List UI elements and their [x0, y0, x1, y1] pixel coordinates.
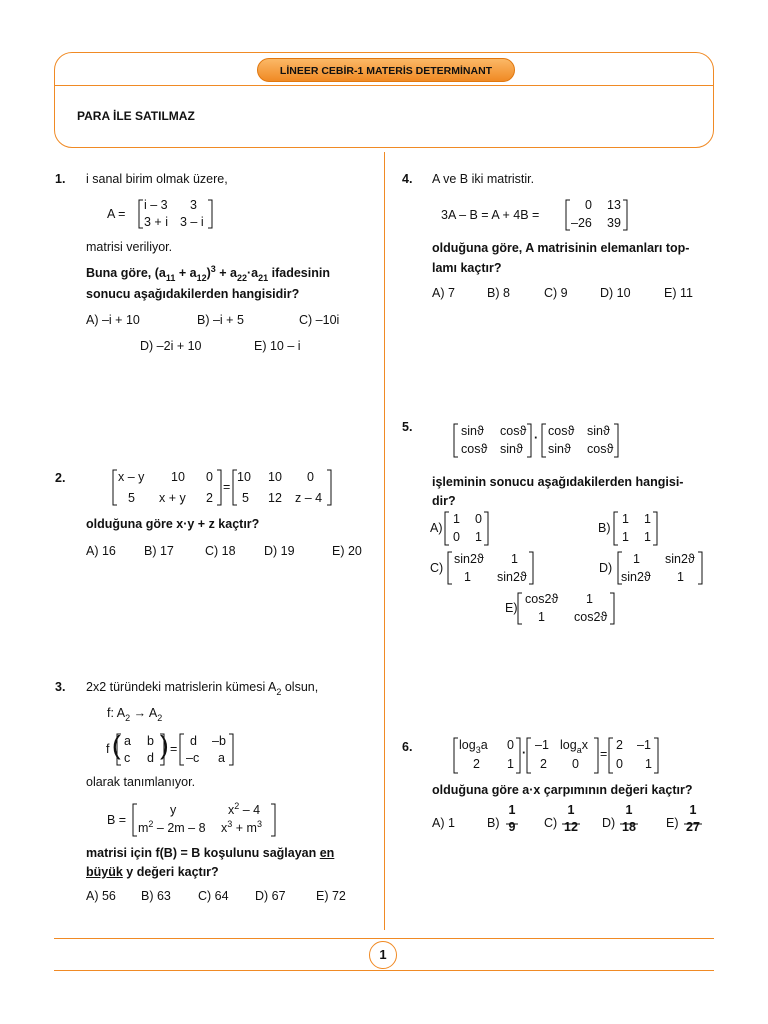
q3-option-d[interactable]: D) 67 [255, 889, 286, 903]
q4-option-e[interactable]: E) 11 [664, 286, 693, 300]
q3-option-b[interactable]: B) 63 [141, 889, 171, 903]
q6-l21: 2 [473, 757, 480, 771]
q1-option-e[interactable]: E) 10 – i [254, 339, 301, 353]
q5-option-d[interactable]: D) [599, 561, 613, 575]
q5-b-rbracket [653, 512, 657, 545]
q3-rmat-rbracket [229, 734, 233, 765]
q6-l22: 1 [507, 757, 514, 771]
q5-m1-rbracket [527, 424, 531, 457]
q5-b-m21: 1 [622, 530, 629, 544]
q3-fa: a [124, 734, 131, 748]
q6-option-e[interactable]: E) [666, 816, 679, 830]
q6-number: 6. [402, 740, 413, 754]
q6-r11: 2 [616, 738, 623, 752]
q5-option-a[interactable]: A) [430, 521, 443, 535]
q3-open-paren: ( [112, 730, 121, 760]
q6-m3-rbracket [654, 738, 658, 773]
q3-number: 3. [55, 680, 66, 694]
q6-option-c[interactable]: C) [544, 816, 558, 830]
q5-c-m12: 1 [511, 552, 518, 566]
q2-r21: 5 [242, 491, 249, 505]
q4-m21: –26 [571, 216, 592, 230]
q1-m21: 3 + i [144, 215, 168, 229]
q5-d-m22: 1 [677, 570, 684, 584]
q2-option-e[interactable]: E) 20 [332, 544, 362, 558]
q5-option-e[interactable]: E) [505, 601, 518, 615]
q6-l12: 0 [507, 738, 514, 752]
q3-stem-line1: matrisi için f(B) = B koşulunu sağlayan en [86, 846, 335, 860]
q5-number: 5. [402, 420, 413, 434]
q2-option-d[interactable]: D) 19 [264, 544, 295, 558]
q3-bmat-rbracket [271, 804, 275, 836]
q4-intro: A ve B iki matristir. [432, 172, 535, 186]
q2-option-a[interactable]: A) 16 [86, 544, 116, 558]
q4-rbracket [623, 200, 627, 230]
q1-option-c[interactable]: C) –10i [299, 313, 340, 327]
q1-option-a[interactable]: A) –i + 10 [86, 313, 140, 327]
q2-equals: = [223, 480, 231, 494]
q2-option-c[interactable]: C) 18 [205, 544, 236, 558]
q2-left-matrix-lbracket [113, 470, 117, 505]
q5-d-m21: sin2ϑ [621, 570, 651, 584]
q5-a21: cosϑ [461, 442, 488, 456]
q3-b11: y [170, 803, 177, 817]
q5-a-lbracket [445, 512, 449, 545]
q2-stem: olduğuna göre x·y + z kaçtır? [86, 517, 260, 531]
q5-e-m22: cos2ϑ [574, 610, 608, 624]
q5-a-m21: 0 [453, 530, 460, 544]
q6-r21: 0 [616, 757, 623, 771]
page-number: 1 [369, 941, 397, 969]
q3-rmat-lbracket [180, 734, 184, 765]
q2-r23: z – 4 [295, 491, 323, 505]
q4-m22: 39 [607, 216, 621, 230]
q1-m22: 3 – i [180, 215, 204, 229]
q3-rd: a [218, 751, 225, 765]
q3-defined: olarak tanımlanıyor. [86, 775, 196, 789]
q6-option-d[interactable]: D) [602, 816, 616, 830]
q4-equation: 3A – B = A + 4B = [441, 208, 540, 222]
q6-m22: 0 [572, 757, 579, 771]
q6-m1-lbracket [454, 738, 458, 773]
q6-m12: $\log_ax$ [560, 738, 588, 755]
q5-m2-rbracket [614, 424, 618, 457]
q5-b-m12: 1 [644, 512, 651, 526]
q3-option-e[interactable]: E) 72 [316, 889, 346, 903]
q5-e-m21: 1 [538, 610, 545, 624]
q6-d-fraction: 1 18 [622, 803, 636, 834]
q3-function-def: f: $A_2 \to A_2$ [107, 706, 163, 723]
q2-l21: 5 [128, 491, 135, 505]
q3-intro: 2x2 türündeki matrislerin kümesi $A_2$ olsun, [86, 680, 319, 697]
q5-d-m12: sin2ϑ [665, 552, 695, 566]
q6-b-fraction: 1 9 [508, 803, 516, 834]
q1-intro: i sanal birim olmak üzere, [86, 172, 228, 186]
q5-e-rbracket [610, 593, 614, 624]
q5-c-rbracket [529, 552, 533, 584]
q5-a-m12: 0 [475, 512, 482, 526]
q3-fb: b [147, 734, 154, 748]
q5-c-m11: sin2ϑ [454, 552, 484, 566]
q2-option-b[interactable]: B) 17 [144, 544, 174, 558]
q1-matrix-label: A = [107, 207, 126, 221]
q1-m12: 3 [190, 198, 197, 212]
q5-c-m22: sin2ϑ [497, 570, 527, 584]
q4-lbracket [566, 200, 570, 230]
q4-option-a[interactable]: A) 7 [432, 286, 455, 300]
q5-d-rbracket [698, 552, 702, 584]
q4-number: 4. [402, 172, 413, 186]
q1-number: 1. [55, 172, 66, 186]
q3-fd: d [147, 751, 154, 765]
q6-option-a[interactable]: A) 1 [432, 816, 455, 830]
q3-close-paren: ) [160, 730, 169, 760]
q5-b-lbracket [614, 512, 618, 545]
q1-stem-line1: Buna göre, $(a_{11} + a_{12})^3 + a_{22}\cdot a_{21}$ ifadesinin [86, 264, 330, 283]
q6-dot: · [522, 746, 527, 760]
q5-c-m21: 1 [464, 570, 471, 584]
q6-l11: $\log_3a$ [459, 738, 488, 755]
q2-l11: x – y [118, 470, 145, 484]
q5-a-m11: 1 [453, 512, 460, 526]
q5-b12: sinϑ [587, 424, 610, 438]
q3-bmat-lbracket [133, 804, 137, 836]
q6-option-b[interactable]: B) [487, 816, 500, 830]
q1-given: matrisi veriliyor. [86, 240, 173, 254]
q5-b-m22: 1 [644, 530, 651, 544]
page-title: LİNEER CEBİR-1 MATERİS DETERMİNANT [257, 58, 515, 82]
q5-e-m11: cos2ϑ [525, 592, 559, 606]
q6-c-fraction: 1 12 [564, 803, 578, 834]
q5-d-m11: 1 [633, 552, 640, 566]
q3-b-label: B = [107, 813, 127, 827]
q2-number: 2. [55, 471, 66, 485]
q5-m1-lbracket [454, 424, 458, 457]
q2-l13: 0 [206, 470, 213, 484]
q3-option-a[interactable]: A) 56 [86, 889, 116, 903]
q5-b22: cosϑ [587, 442, 614, 456]
q3-b21: $m^2 - 2m - 8$ [138, 819, 206, 835]
q5-stem-line2: dir? [432, 494, 456, 508]
q6-m11: –1 [535, 738, 549, 752]
q6-m3-lbracket [609, 738, 613, 773]
header-subtitle: PARA İLE SATILMAZ [77, 109, 195, 123]
q3-b12: $x^2 - 4$ [228, 801, 261, 817]
q2-l23: 2 [206, 491, 213, 505]
q5-a11: sinϑ [461, 424, 484, 438]
q1-left-bracket [139, 200, 143, 228]
q5-e-m12: 1 [586, 592, 593, 606]
q6-r22: 1 [645, 757, 652, 771]
q4-m11: 0 [585, 198, 592, 212]
q3-option-c[interactable]: C) 64 [198, 889, 229, 903]
q6-m2-rbracket [594, 738, 598, 773]
q3-rc: –c [186, 751, 200, 765]
q5-dot: · [534, 431, 539, 445]
q2-right-matrix-rbracket [327, 470, 331, 505]
q4-stem-line1: olduğuna göre, A matrisinin elemanları top- [432, 241, 690, 255]
q1-option-d[interactable]: D) –2i + 10 [140, 339, 202, 353]
q5-c-lbracket [448, 552, 452, 584]
q5-b11: cosϑ [548, 424, 575, 438]
q5-a22: sinϑ [500, 442, 523, 456]
q3-f-label: f [106, 742, 110, 756]
q4-option-b[interactable]: B) 8 [487, 286, 510, 300]
q2-r13: 0 [307, 470, 314, 484]
q3-equals: = [170, 742, 178, 756]
q2-r11: 10 [237, 470, 251, 484]
q3-stem-line2: büyük y değeri kaçtır? [86, 865, 219, 879]
q2-l12: 10 [171, 470, 185, 484]
q2-left-matrix-rbracket [217, 470, 221, 505]
q4-m12: 13 [607, 198, 621, 212]
q3-b22: $x^3 + m^3$ [221, 819, 262, 835]
q1-option-b[interactable]: B) –i + 5 [197, 313, 244, 327]
q5-m2-lbracket [542, 424, 546, 457]
q6-r12: –1 [637, 738, 651, 752]
q1-m11: i – 3 [144, 198, 168, 212]
q2-r22: 12 [268, 491, 282, 505]
q2-r12: 10 [268, 470, 282, 484]
q5-stem-line1: işleminin sonucu aşağıdakilerden hangisi- [432, 475, 684, 489]
q6-m21: 2 [540, 757, 547, 771]
q5-e-lbracket [518, 593, 522, 624]
q1-right-bracket [208, 200, 212, 228]
q4-stem-line2: lamı kaçtır? [432, 261, 502, 275]
q3-ra: d [190, 734, 197, 748]
q5-option-c[interactable]: C) [430, 561, 444, 575]
q3-rb: –b [212, 734, 226, 748]
q4-option-c[interactable]: C) 9 [544, 286, 568, 300]
q6-stem: olduğuna göre a·x çarpımının değeri kaçtır? [432, 783, 693, 797]
q5-option-b[interactable]: B) [598, 521, 611, 535]
q5-a-m22: 1 [475, 530, 482, 544]
q2-l22: x + y [159, 491, 186, 505]
q1-stem-line2: sonucu aşağıdakilerden hangisidir? [86, 287, 300, 301]
q5-a-rbracket [484, 512, 488, 545]
q5-b-m11: 1 [622, 512, 629, 526]
q6-m1-rbracket [516, 738, 520, 773]
q6-equals: = [600, 747, 608, 761]
q5-b21: sinϑ [548, 442, 571, 456]
q5-a12: cosϑ [500, 424, 527, 438]
q6-e-fraction: 1 27 [686, 803, 700, 834]
q4-option-d[interactable]: D) 10 [600, 286, 631, 300]
q6-m2-lbracket [527, 738, 531, 773]
q3-fc: c [124, 751, 131, 765]
